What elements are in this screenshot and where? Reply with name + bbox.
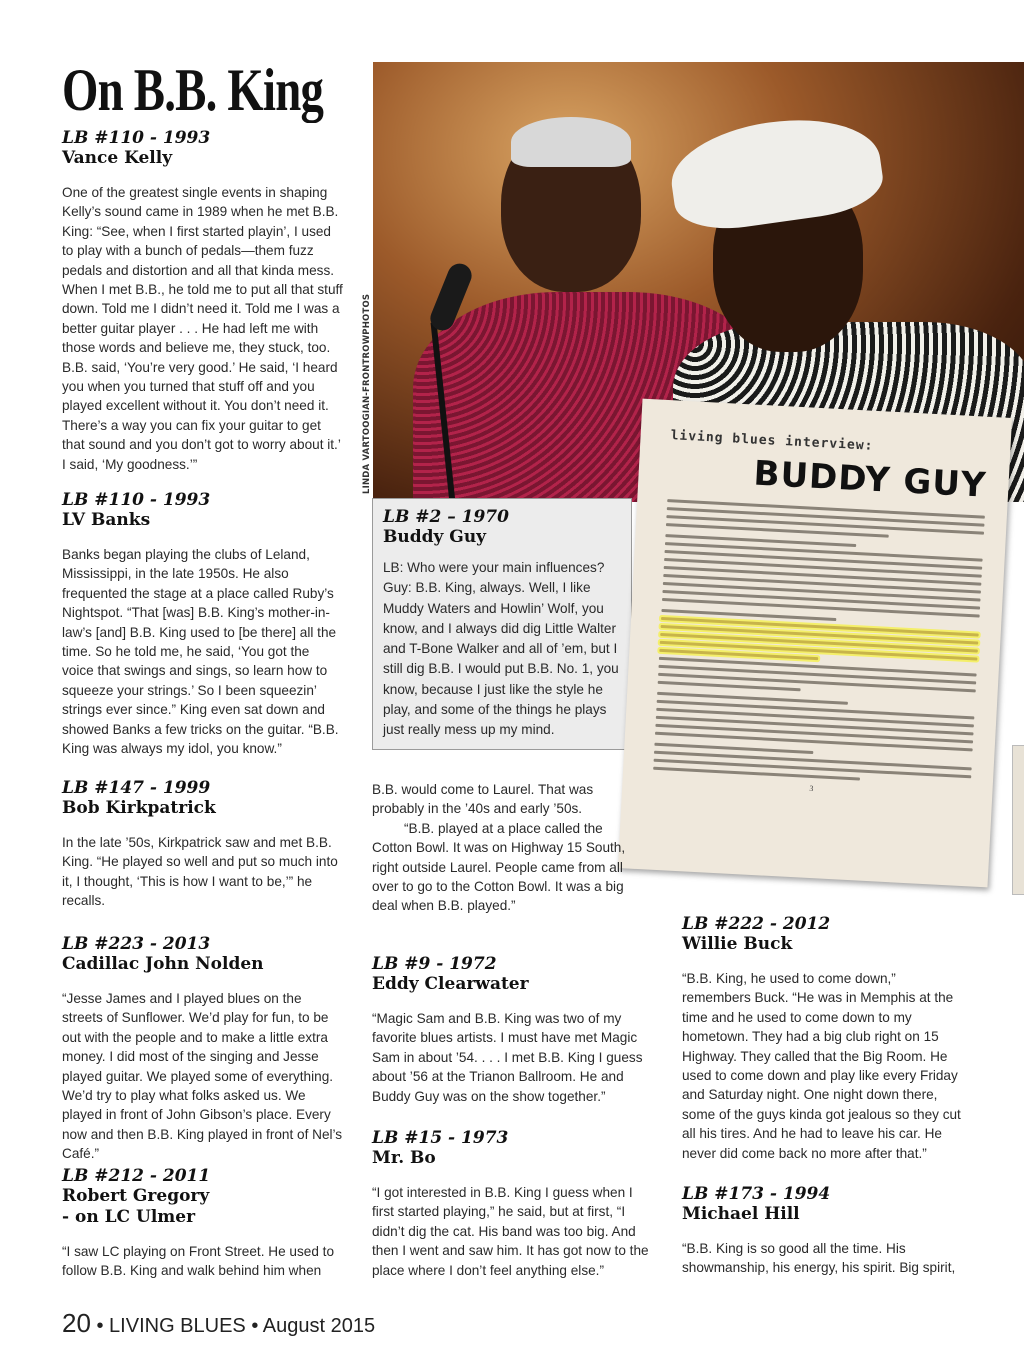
page-number: 20: [62, 1308, 91, 1338]
section-cadillac-john-nolden: [62, 934, 344, 1164]
issue-number: LB #9 - 1972: [372, 954, 497, 974]
page-title: On B.B. King: [62, 57, 324, 123]
artist-name: Willie Buck: [682, 934, 793, 954]
section-text: Banks began playing the clubs of Leland, Mississippi, in the late 1950s. He also frequented the stage at a place called Ruby’s Nightspot. “That [was] B.B. King’s mother-in-law’s [and] B.B. King used to [be there] all the time. So he told me, he said, ‘You got the voice that swings and sings, so learn how to squeeze your strings.’ So I been squeezin’ strings ever since.” King even sat down and showed Banks a few tricks on the guitar. “B.B. King was always my idol, you know.”: [62, 547, 339, 757]
issue-number: LB #222 - 2012: [682, 914, 831, 934]
clipping-text-lines: [653, 499, 985, 786]
artist-name: Buddy Guy: [383, 527, 487, 547]
issue-number: LB #223 - 2013: [62, 934, 211, 954]
section-text: “Magic Sam and B.B. King was two of my favorite blues artists. I must have met Magic Sam in about ’54. . . . I met B.B. King I guess about ’56 at the Trianon Ballroom. He and Buddy Guy was on the show together.”: [372, 1011, 643, 1104]
section-text: “Jesse James and I played blues on the streets of Sunflower. We’d play for fun, to be out with the people and to make a little extra money. I did most of the singing and Jesse played guitar. We played some of everything. We’d try to play what folks asked us. We played in front of John Gibson’s place. Every now and then B.B. King played in front of Nel’s Café.”: [62, 991, 343, 1162]
sidebar-box-buddy-guy: [372, 498, 632, 750]
footer-text: • LIVING BLUES • August 2015: [96, 1315, 376, 1337]
artist-name: Vance Kelly: [62, 148, 173, 168]
section-text: In the late ’50s, Kirkpatrick saw and met B.B. King. “He played so well and put so much into it, I thought, ‘This is how I want to be,’” he recalls.: [62, 835, 338, 909]
artist-subtitle: - on LC Ulmer: [62, 1207, 196, 1227]
issue-number: LB #15 - 1973: [372, 1128, 509, 1148]
artist-name: Cadillac John Nolden: [62, 954, 264, 974]
section-lv-banks: [62, 490, 344, 758]
artist-name: Bob Kirkpatrick: [62, 798, 216, 818]
section-text: “B.B. played at a place called the Cotton Bowl. It was on Highway 15 South, right outside Laurel. People came from all over to go to the Cotton Bowl. It was a big deal when B.B. played.”: [372, 820, 626, 914]
section-text: “I saw LC playing on Front Street. He used to follow B.B. King and walk behind him when: [62, 1244, 335, 1279]
artist-name: Michael Hill: [682, 1204, 800, 1224]
section-text: “I got interested in B.B. King I guess when I first started playing,” he said, but at first, “I didn’t dig the cat. His band was too big. And then I went and saw him. It has got now to the place where I don’t feel anything else.”: [372, 1185, 649, 1278]
section-michael-hill: [682, 1184, 964, 1278]
magazine-clipping: [618, 399, 1012, 888]
issue-number: LB #173 - 1994: [682, 1184, 831, 1204]
section-eddy-clearwater: [372, 954, 652, 1106]
issue-number: LB #110 - 1993: [62, 490, 211, 510]
section-text: LB: Who were your main influences? Guy: B.B. King, always. Well, I like Muddy Waters and Howlin’ Wolf, you know, and I always did dig Little Walter and T-Bone Walker and all of ’em, but I still dig B.B. I would put B.B. No. 1, you know, because I just like the style he play, and some of the things he plays just really mess up my mind.: [383, 560, 619, 738]
clipping-title: BUDDY GUY: [752, 453, 988, 506]
artist-name: Eddy Clearwater: [372, 974, 529, 994]
artist-name: Robert Gregory: [62, 1186, 210, 1206]
issue-number: LB #212 - 2011: [62, 1166, 211, 1186]
section-willie-buck: [682, 914, 964, 1163]
section-bob-kirkpatrick: [62, 778, 344, 911]
artist-name: LV Banks: [62, 510, 151, 530]
bb-king-hair: [511, 117, 631, 167]
section-text: “B.B. King is so good all the time. His showmanship, his energy, his spirit. Big spirit,: [682, 1241, 956, 1276]
issue-number: LB #2 – 1970: [383, 507, 509, 527]
section-text: “B.B. King, he used to come down,” remembers Buck. “He was in Memphis at the time and he used to come down to my hometown. They had a big club right on 15 Highway. They called that the Big Room. He used to come down and play like every Friday and Saturday night. One night down there, some of the guys kinda got jealous so they cut all his tires. And he had to leave his car. He never did come back no more after that.”: [682, 971, 961, 1161]
section-text: One of the greatest single events in shaping Kelly’s sound came in 1989 when he met B.B. King: “See, when I first started playin’, I used to play with a bunch of pedals—them fuzz pedals and distortion and all that kinda mess. When I met B.B., he told me to put all that stuff down. Told me I didn’t need it. Told me I was a better guitar player . . . He had left me with those words and believe me, they stuck, too. B.B. said, ‘You’re very good.’ He said, ‘I heard you when you turned that stuff off and you played excellent without it. You don’t need it. There’s a way you can fix your guitar to get that sound and you don’t got to worry about it.’ I said, ‘My goodness.’”: [62, 185, 343, 472]
section-text: B.B. would come to Laurel. That was probably in the ’40s and early ’50s.: [372, 782, 594, 817]
section-vance-kelly: [62, 128, 344, 474]
clipping-page-number: 3: [809, 783, 814, 794]
section-mr-bo: [372, 1128, 652, 1280]
photo-credit: LINDA VARTOOGIAN-FRONTROWPHOTOS: [362, 293, 372, 494]
artist-name: Mr. Bo: [372, 1148, 436, 1168]
issue-number: LB #147 - 1999: [62, 778, 211, 798]
page-footer: [62, 1310, 375, 1339]
section-robert-gregory: [62, 1166, 344, 1281]
clipping-edge: [1012, 745, 1024, 895]
section-gregory-continued: [372, 780, 632, 916]
clipping-heading: living blues interview:: [670, 428, 874, 454]
issue-number: LB #110 - 1993: [62, 128, 211, 148]
